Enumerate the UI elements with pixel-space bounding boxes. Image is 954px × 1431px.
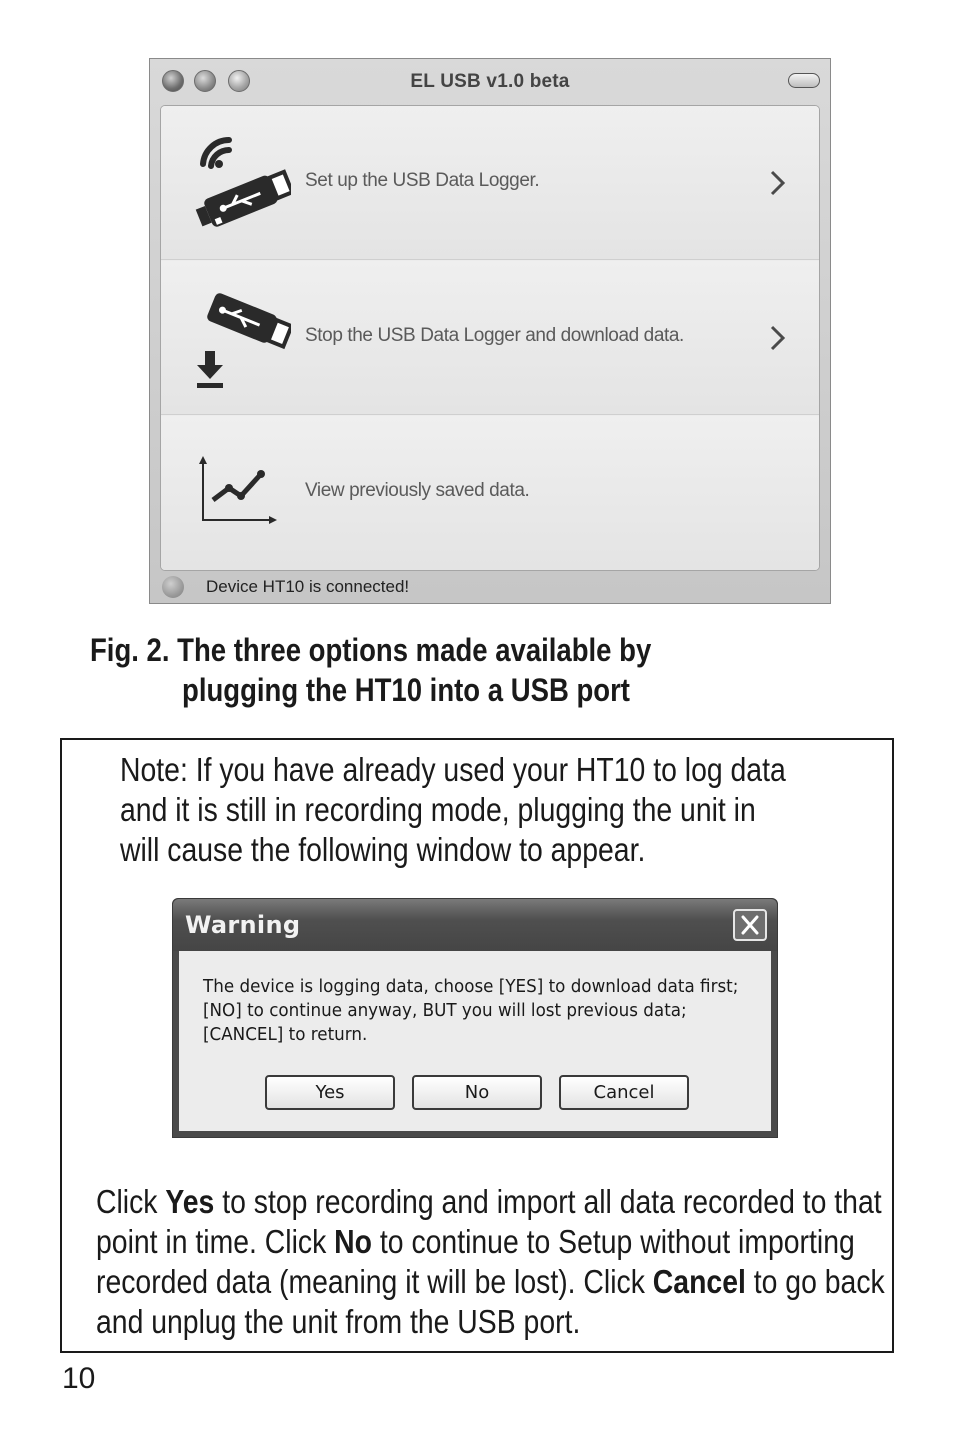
option-label: Set up the USB Data Logger. <box>305 170 540 191</box>
toolbar-toggle-button[interactable] <box>788 73 820 88</box>
page-number: 10 <box>62 1362 96 1395</box>
usb-wireless-icon <box>191 128 291 238</box>
option-view-saved-data[interactable] <box>161 416 819 570</box>
warning-message-line: [CANCEL] to return. <box>203 1024 368 1045</box>
status-bar <box>150 569 830 603</box>
close-button[interactable] <box>733 909 767 941</box>
warning-message-line: The device is logging data, choose [YES] to download data first; <box>203 976 739 997</box>
status-text: Device HT10 is connected! <box>206 577 410 596</box>
status-indicator-icon <box>162 576 184 598</box>
warning-dialog <box>172 898 778 1138</box>
chevron-right-icon <box>767 323 789 353</box>
caption-line-1: Fig. 2. The three options made available by <box>90 632 652 668</box>
figure-caption <box>90 630 651 710</box>
note-line: Note: If you have already used your HT10 to log data <box>120 751 786 788</box>
instructions-cancel: Cancel <box>652 1263 746 1300</box>
cancel-button[interactable]: Cancel <box>559 1075 689 1110</box>
app-window-screenshot <box>149 58 831 604</box>
instructions-text: to stop recording and import all data recorded to that point in time. Click <box>96 1183 882 1260</box>
warning-message-line: [NO] to continue anyway, BUT you will lost previous data; <box>203 1000 687 1021</box>
line-graph-icon <box>191 438 291 548</box>
window-title: EL USB v1.0 beta <box>410 71 570 92</box>
yes-button[interactable]: Yes <box>265 1075 395 1110</box>
note-line: will cause the following window to appear. <box>120 831 646 868</box>
instructions-paragraph <box>96 1182 896 1342</box>
instructions-text: to go back and unplug the unit from the USB port. <box>96 1263 885 1340</box>
note-line: and it is still in recording mode, plugging the unit in <box>120 791 756 828</box>
warning-title: Warning <box>185 911 301 939</box>
warning-message <box>203 975 738 1047</box>
no-button[interactable]: No <box>412 1075 542 1110</box>
chevron-right-icon <box>767 168 789 198</box>
options-panel <box>160 105 820 571</box>
usb-download-icon <box>191 283 291 393</box>
warning-body <box>179 951 771 1131</box>
instructions-yes: Yes <box>165 1183 215 1220</box>
instructions-text: Click <box>96 1183 166 1220</box>
window-titlebar <box>150 59 830 103</box>
instructions-text: to continue to Setup without importing recorded data (meaning it will be lost). Click <box>96 1223 855 1300</box>
option-label: Stop the USB Data Logger and download data. <box>305 325 684 346</box>
instructions-no: No <box>334 1223 373 1260</box>
caption-line-2: plugging the HT10 into a USB port <box>182 672 630 708</box>
option-setup-logger[interactable] <box>161 106 819 260</box>
option-label: View previously saved data. <box>305 480 530 501</box>
note-box <box>60 738 894 1353</box>
note-text <box>120 750 860 870</box>
warning-titlebar <box>173 899 777 951</box>
close-icon <box>735 911 765 939</box>
option-stop-download[interactable] <box>161 261 819 415</box>
